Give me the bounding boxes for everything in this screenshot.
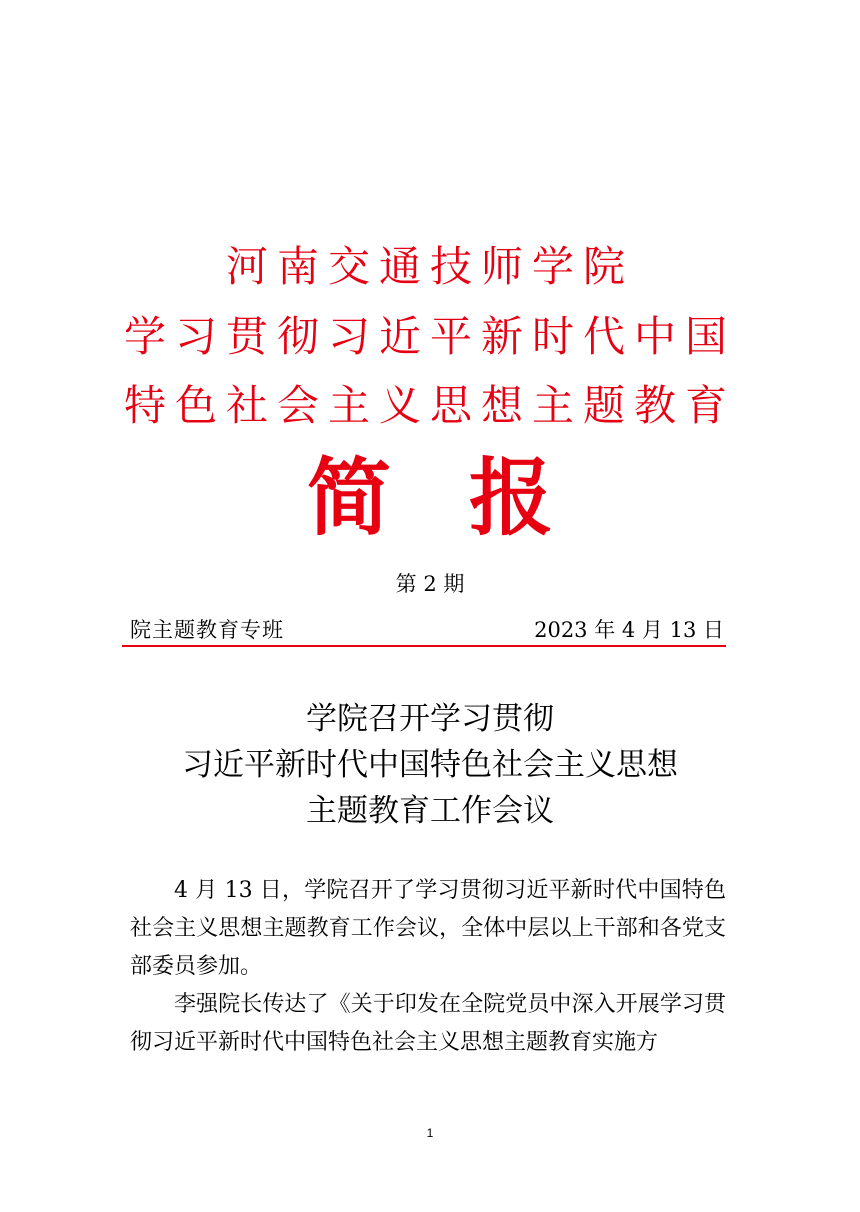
issue-date: 2023 年 4 月 13 日 (534, 618, 724, 642)
issuing-office: 院主题教育专班 (130, 618, 284, 642)
article-headline-line-3: 主题教育工作会议 (306, 793, 554, 829)
masthead-theme-line-1: 学习贯彻习近平新时代中国 (123, 312, 736, 361)
bulletin-title: 简报 (306, 448, 631, 547)
article-body (130, 872, 726, 1062)
issuer-info-row (130, 617, 724, 643)
masthead-theme-line-2: 特色社会主义思想主题教育 (123, 381, 736, 430)
issue-number: 第 2 期 (395, 572, 465, 596)
article-headline-line-2: 习近平新时代中国特色社会主义思想 (182, 747, 678, 783)
article-paragraph: 李强院长传达了《关于印发在全院党员中深入开展学习贯彻习近平新时代中国特色社会主义思想主题教育实施方 (130, 992, 726, 1055)
article-headline-line-1: 学院召开学习贯彻 (306, 701, 554, 737)
page-number: 1 (426, 1126, 434, 1140)
article-paragraph: 4 月 13 日，学院召开了学习贯彻习近平新时代中国特色社会主义思想主题教育工作会议，全体中层以上干部和各党支部委员参加。 (130, 878, 726, 979)
masthead-institution: 河南交通技师学院 (225, 242, 634, 291)
red-divider-line (122, 645, 726, 647)
